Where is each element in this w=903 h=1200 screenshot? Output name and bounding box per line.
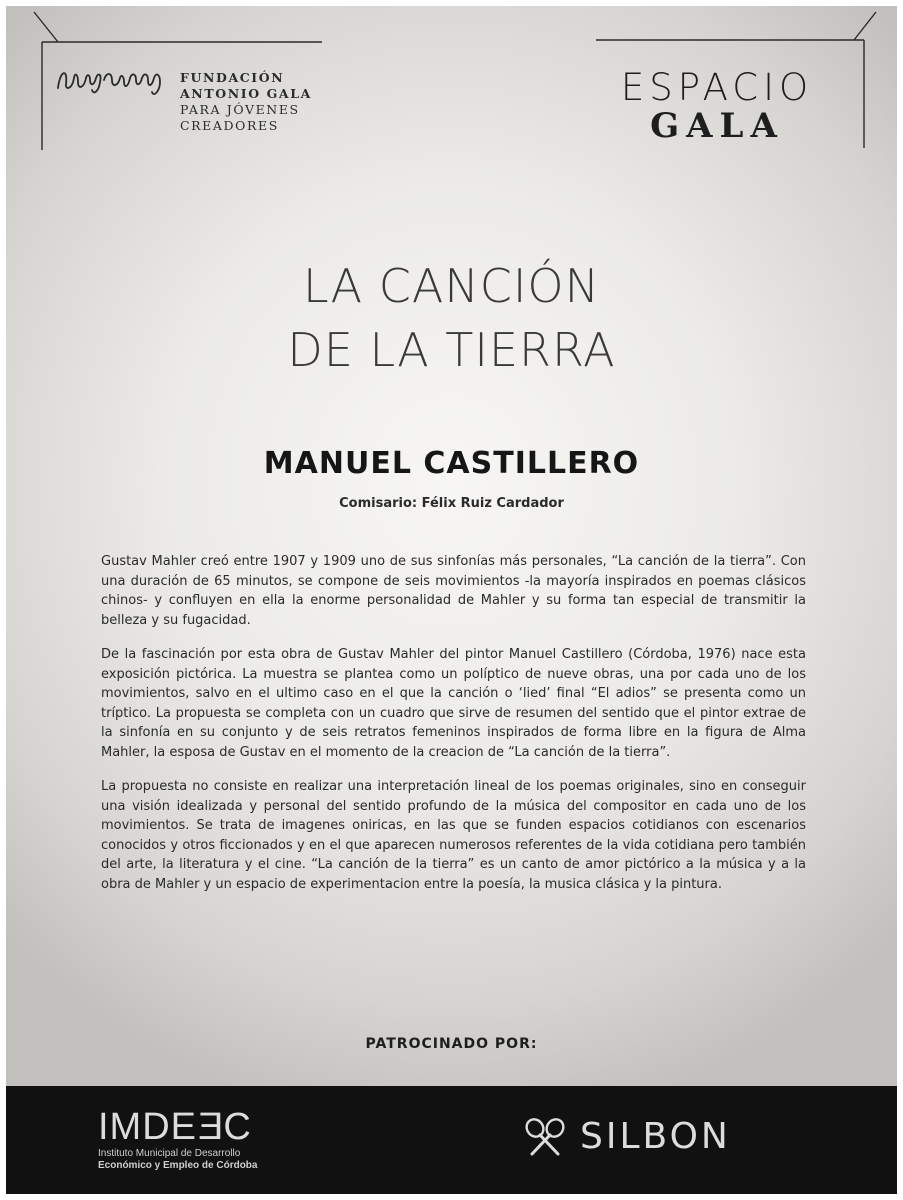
exhibition-poster-photo: [6, 6, 897, 1194]
imdeec-wordmark-b: E: [197, 1106, 224, 1148]
foundation-line-3: PARA JÓVENES: [180, 102, 300, 117]
curator-credit: Comisario: Félix Ruiz Cardador: [339, 496, 564, 511]
frame-lines: [6, 6, 897, 1086]
espacio-gala-logo: [592, 68, 842, 144]
title-line-2: DE LA TIERRA: [287, 323, 616, 377]
foundation-line-2: ANTONIO GALA: [180, 86, 312, 101]
signature-logo: [54, 60, 172, 100]
paragraph-3: La propuesta no consiste en realizar una interpretación lineal de los poemas originales, sino en conseguir una visión idealizada y personal del sentido profundo de la música del compositor en cada uno de los movimientos. Se trata de imagenes oniricas, en las que se funden espacios cotidianos con escenarios conocidos y otros ficcionados y en el que aparecen numerosos referentes de la vida cotidiana pero también del arte, la literatura y el cine. “La canción de la tierra” es un canto de amor pictórico a la música y a la obra de Mahler y un espacio de experimentacion entre la poesía, la musica clásica y la pintura.: [101, 779, 806, 892]
silbon-wordmark: SILBON: [580, 1116, 731, 1157]
gala-word: GALA: [650, 106, 784, 146]
foundation-logo-text: [180, 70, 312, 134]
imdeec-logo: [98, 1106, 257, 1172]
title-line-1: LA CANCIÓN: [302, 259, 601, 313]
foundation-line-1: FUNDACIÓN: [180, 70, 285, 85]
silbon-logo: [522, 1116, 731, 1157]
imdeec-wordmark: [98, 1106, 257, 1148]
imdeec-wordmark-c: C: [223, 1106, 252, 1148]
sponsored-label: PATROCINADO POR:: [365, 1036, 538, 1052]
paragraph-2: De la fascinación por esta obra de Gustav Mahler del pintor Manuel Castillero (Córdoba, 1976) nace esta exposición pictórica. La muestra se plantea como un políptico de nueve obras, una por cada uno de los movimientos, salvo en el ultimo caso en el que la canción o ‘lied’ final “El adios” se presenta como un tríptico. La propuesta se completa con un cuadro que sirve de resumen del sentido que el pintor extrae de la sinfonía en su conjunto y de seis retratos femeninos inspirados de forma libre en la figura de Alma Mahler, la esposa de Gustav en el momento de la creacion de “La canción de la tierra”.: [101, 647, 806, 760]
espacio-word: ESPACIO: [620, 66, 814, 109]
paragraph-1: Gustav Mahler creó entre 1907 y 1909 uno de sus sinfonías más personales, “La canción de la tierra”. Con una duración de 65 minutos, se compone de seis movimientos -la mayoría inspirados en poemas clásicos chinos- y confluyen en ella la enorme personalidad de Mahler y su forma tan especial de transmitir la belleza y su fugacidad.: [101, 554, 806, 628]
crossed-rackets-icon: [522, 1117, 568, 1157]
imdeec-subtitle-1: Instituto Municipal de Desarrollo: [98, 1148, 241, 1159]
foundation-line-4: CREADORES: [180, 118, 279, 133]
description-text: [101, 552, 806, 909]
imdeec-subtitle-2: Económico y Empleo de Córdoba: [98, 1160, 258, 1171]
exhibition-title: [6, 254, 897, 382]
artist-name: MANUEL CASTILLERO: [263, 446, 640, 481]
imdeec-wordmark-a: IMDE: [98, 1106, 197, 1148]
sponsor-band: [6, 1086, 897, 1194]
